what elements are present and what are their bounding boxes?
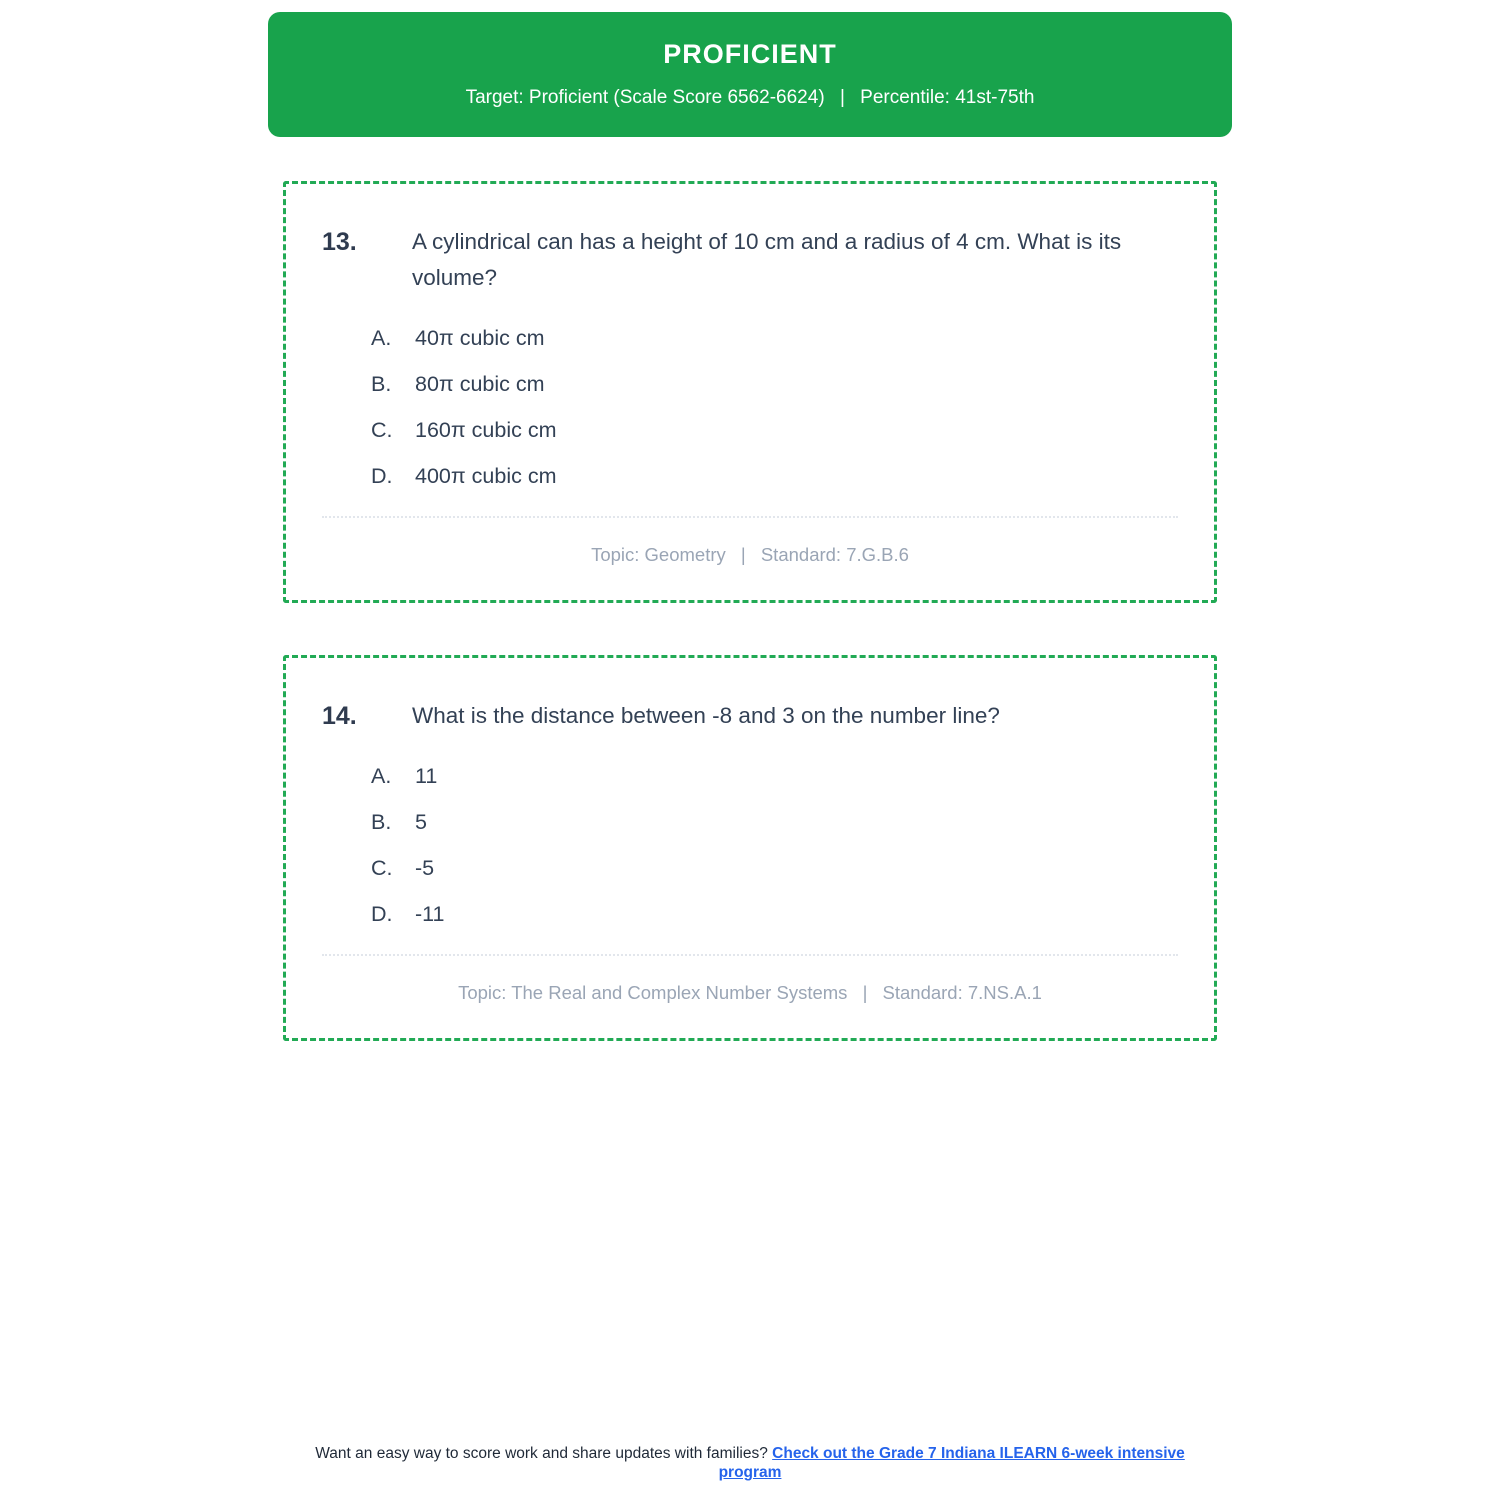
standard-label: Standard: 7.G.B.6 xyxy=(760,544,909,565)
option-row-c xyxy=(371,854,1178,882)
question-14-options xyxy=(322,762,1178,928)
question-14-row xyxy=(322,698,1178,734)
topic-label: Topic: The Real and Complex Number Systems xyxy=(458,982,848,1003)
option-letter: A. xyxy=(371,326,392,350)
question-14-meta xyxy=(322,982,1178,1004)
proficiency-banner xyxy=(268,12,1232,137)
banner-target-text: Target: Proficient (Scale Score 6562-6624) xyxy=(465,87,825,108)
question-13-meta xyxy=(322,544,1178,566)
question-14-text: What is the distance between -8 and 3 on the number line? xyxy=(412,703,1000,728)
topic-label: Topic: Geometry xyxy=(591,544,726,565)
standard-label: Standard: 7.NS.A.1 xyxy=(882,982,1042,1003)
option-letter: D. xyxy=(371,464,393,488)
option-letter: C. xyxy=(371,418,393,442)
banner-title: PROFICIENT xyxy=(663,39,837,69)
dotted-divider xyxy=(322,516,1178,518)
question-14-number: 14. xyxy=(322,702,357,730)
promo-text: Want an easy way to score work and share updates with families? xyxy=(315,1445,768,1462)
banner-percentile-text: Percentile: 41st-75th xyxy=(860,87,1035,108)
question-13-row xyxy=(322,224,1178,296)
option-letter: B. xyxy=(371,372,392,396)
option-row-c xyxy=(371,416,1178,444)
promo-link[interactable]: Check out the Grade 7 Indiana ILEARN 6-week intensive program xyxy=(718,1445,1185,1481)
option-text: 40π cubic cm xyxy=(415,326,545,350)
option-row-b xyxy=(371,370,1178,398)
option-text: 80π cubic cm xyxy=(415,372,545,396)
option-letter: A. xyxy=(371,764,392,788)
meta-pipe-separator: | xyxy=(862,982,868,1003)
option-row-b xyxy=(371,808,1178,836)
option-letter: B. xyxy=(371,810,392,834)
option-text: 160π cubic cm xyxy=(415,418,557,442)
option-letter: C. xyxy=(371,856,393,880)
option-row-a xyxy=(371,324,1178,352)
option-row-a xyxy=(371,762,1178,790)
question-13-options xyxy=(322,324,1178,490)
option-letter: D. xyxy=(371,902,393,926)
option-text: -11 xyxy=(415,902,445,926)
question-13-number: 13. xyxy=(322,228,357,256)
promo-footer xyxy=(0,1444,1500,1482)
option-row-d xyxy=(371,462,1178,490)
option-text: 11 xyxy=(415,764,438,788)
option-text: 5 xyxy=(415,810,427,834)
option-text: -5 xyxy=(415,856,435,880)
banner-subtitle xyxy=(288,87,1212,109)
question-13-text: A cylindrical can has a height of 10 cm and a radius of 4 cm. What is its volume? xyxy=(412,229,1122,290)
promo-footer-text-wrap xyxy=(285,1444,1215,1482)
dotted-divider xyxy=(322,954,1178,956)
question-card-13 xyxy=(283,181,1217,603)
meta-pipe-separator: | xyxy=(740,544,746,565)
question-card-14 xyxy=(283,655,1217,1041)
option-text: 400π cubic cm xyxy=(415,464,557,488)
option-row-d xyxy=(371,900,1178,928)
banner-pipe-separator: | xyxy=(839,87,845,108)
